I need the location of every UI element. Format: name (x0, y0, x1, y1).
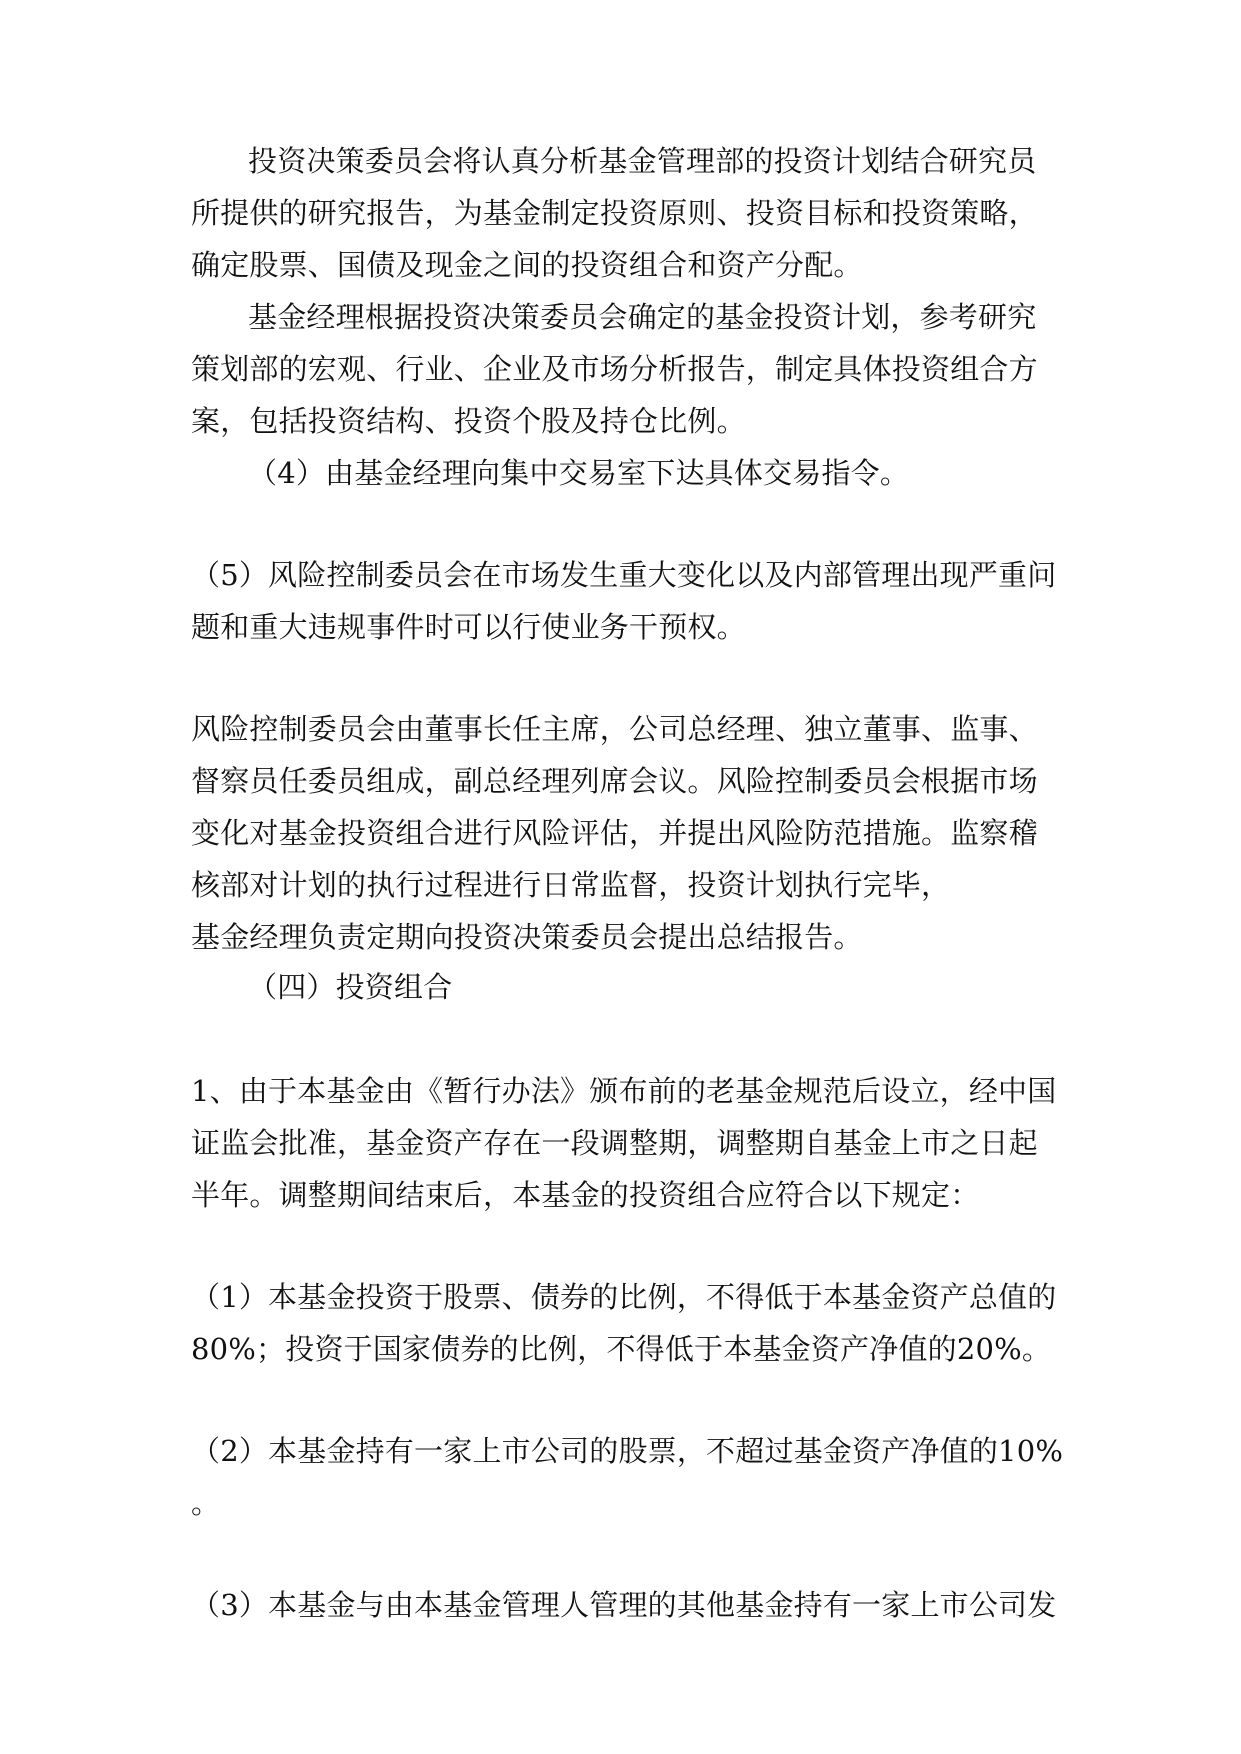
list-item: （5）风险控制委员会在市场发生重大变化以及内部管理出现严重问 (191, 558, 1057, 592)
paragraph-line: 所提供的研究报告，为基金制定投资原则、投资目标和投资策略， (191, 196, 1038, 230)
paragraph-line: 风险控制委员会由董事长任主席，公司总经理、独立董事、监事、 (191, 712, 1038, 746)
list-item: （1）本基金投资于股票、债券的比例，不得低于本基金资产总值的 (191, 1280, 1057, 1314)
paragraph-line: 半年。调整期间结束后，本基金的投资组合应符合以下规定： (191, 1178, 980, 1212)
paragraph-line: 策划部的宏观、行业、企业及市场分析报告，制定具体投资组合方 (191, 352, 1038, 386)
paragraph-line: 基金经理根据投资决策委员会确定的基金投资计划，参考研究 (248, 300, 1037, 334)
paragraph-line: 案，包括投资结构、投资个股及持仓比例。 (191, 404, 746, 438)
list-item: （3）本基金与由本基金管理人管理的其他基金持有一家上市公司发 (191, 1588, 1057, 1622)
paragraph-line: 80%；投资于国家债券的比例，不得低于本基金资产净值的20%。 (191, 1332, 1052, 1366)
paragraph-line: 确定股票、国债及现金之间的投资组合和资产分配。 (191, 248, 863, 282)
paragraph-line: 。 (191, 1486, 221, 1520)
list-item: （2）本基金持有一家上市公司的股票，不超过基金资产净值的10% (191, 1434, 1064, 1468)
section-heading: （四）投资组合 (248, 970, 453, 1004)
paragraph-line: 题和重大违规事件时可以行使业务干预权。 (191, 610, 746, 644)
paragraph-line: 基金经理负责定期向投资决策委员会提出总结报告。 (191, 920, 863, 954)
paragraph-line: 督察员任委员组成，副总经理列席会议。风险控制委员会根据市场 (191, 764, 1038, 798)
paragraph-line: 变化对基金投资组合进行风险评估，并提出风险防范措施。监察稽 (191, 816, 1038, 850)
list-item: 1、由于本基金由《暂行办法》颁布前的老基金规范后设立，经中国 (191, 1074, 1057, 1108)
paragraph-line: 证监会批准，基金资产存在一段调整期，调整期自基金上市之日起 (191, 1126, 1038, 1160)
paragraph-line: 投资决策委员会将认真分析基金管理部的投资计划结合研究员 (248, 144, 1037, 178)
list-item: （4）由基金经理向集中交易室下达具体交易指令。 (248, 456, 910, 490)
paragraph-line: 核部对计划的执行过程进行日常监督，投资计划执行完毕， (191, 868, 951, 902)
